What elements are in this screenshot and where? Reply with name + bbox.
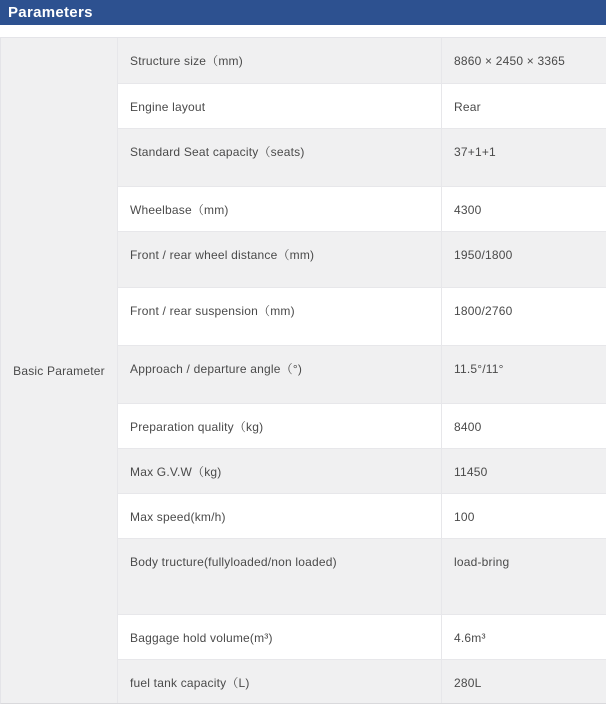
table-row	[118, 449, 606, 494]
param-value: 4300	[454, 203, 482, 217]
param-value: 1950/1800	[454, 248, 513, 262]
param-label: Wheelbase（mm)	[118, 187, 442, 231]
table-row	[118, 232, 606, 288]
group-label: Basic Parameter	[13, 363, 105, 378]
table-row	[118, 346, 606, 404]
section-header	[0, 0, 606, 25]
param-label: Max speed(km/h)	[118, 494, 442, 538]
param-value: 8860 × 2450 × 3365	[454, 54, 566, 68]
param-label: Front / rear wheel distance（mm)	[118, 232, 442, 287]
table-row	[118, 615, 606, 660]
param-label: Body tructure(fullyloaded/non loaded)	[118, 539, 442, 614]
param-label: Structure size（mm)	[118, 38, 442, 83]
parameter-rows	[118, 38, 606, 703]
param-label: Max G.V.W（kg)	[118, 449, 442, 493]
param-label: Preparation quality（kg)	[118, 404, 442, 448]
table-row	[118, 539, 606, 615]
param-value: 100	[454, 510, 475, 524]
group-cell-basic-parameter	[1, 38, 118, 703]
param-value: load-bring	[454, 555, 510, 569]
table-row	[118, 288, 606, 346]
table-row	[118, 404, 606, 449]
param-value: Rear	[454, 100, 481, 114]
parameters-table	[0, 37, 606, 704]
param-value: 8400	[454, 420, 482, 434]
table-row	[118, 494, 606, 539]
param-label: Front / rear suspension（mm)	[118, 288, 442, 345]
param-label: Baggage hold volume(m³)	[118, 615, 442, 659]
param-value: 11450	[454, 465, 488, 479]
table-row	[118, 84, 606, 129]
param-label: Approach / departure angle（°)	[118, 346, 442, 403]
table-row	[118, 187, 606, 232]
param-label: Engine layout	[118, 84, 442, 128]
param-value: 280L	[454, 676, 482, 690]
param-value: 11.5°/11°	[454, 362, 504, 376]
param-value: 1800/2760	[454, 304, 513, 318]
table-row	[118, 660, 606, 703]
param-value: 4.6m³	[454, 631, 486, 645]
table-row	[118, 129, 606, 187]
param-label: Standard Seat capacity（seats)	[118, 129, 442, 186]
table-row	[118, 38, 606, 84]
param-label: fuel tank capacity（L)	[118, 660, 442, 703]
page-title: Parameters	[8, 4, 93, 21]
param-value: 37+1+1	[454, 145, 496, 159]
